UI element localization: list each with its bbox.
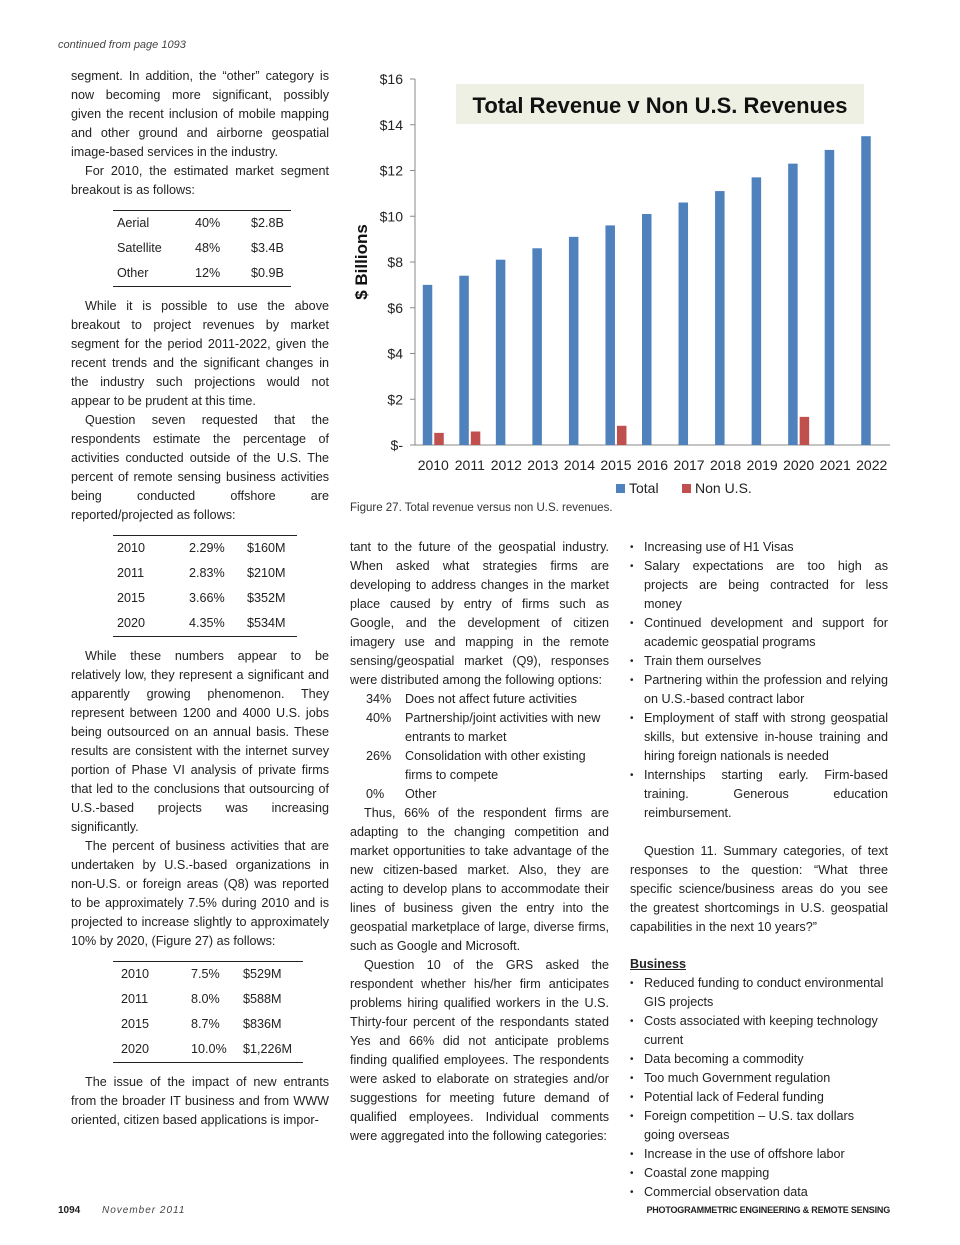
- chart-bars: [423, 136, 871, 445]
- paragraph: While it is possible to use the above breakout to project revenues by market segment for the period 2011-2022, given the recent trends and the significant changes in the industry such projections would not appear to be prudent at this time.: [71, 299, 329, 408]
- legend-label-total: Total: [629, 480, 659, 496]
- table-row: 2011 8.0% $588M: [121, 992, 282, 1006]
- chart-title: Total Revenue v Non U.S. Revenues: [472, 93, 848, 118]
- offshore-activities-table: [113, 535, 297, 637]
- column-middle: [350, 538, 609, 1146]
- x-tick-label: 2014: [563, 457, 596, 473]
- bar-total-2016: [642, 214, 652, 445]
- business-list: [630, 974, 888, 1202]
- paragraph: Question seven requested that the respondents estimate the percentage of activities conducted outside of the U.S. The percent of remote sensing business activities being conducted offshore are reported/projected as follows:: [71, 413, 329, 522]
- bar-nonus-2010: [434, 433, 444, 445]
- bar-nonus-2020: [800, 417, 810, 445]
- x-tick-label: 2019: [746, 457, 778, 473]
- list-item: • Foreign competition – U.S. tax dollars going overseas: [630, 1107, 888, 1145]
- list-item: • Continued development and support for academic geospatial programs: [630, 614, 888, 652]
- y-axis-label: $ Billions: [352, 224, 371, 300]
- table-row: 2020 4.35% $534M: [113, 611, 297, 637]
- y-tick-label: $14: [379, 116, 403, 133]
- legend-label-nonus: Non U.S.: [695, 480, 752, 496]
- list-item: • Commercial observation data: [630, 1183, 888, 1202]
- list-item: • Partnering within the profession and relying on U.S.-based contract labor: [630, 671, 888, 709]
- page-number: 1094: [58, 1205, 81, 1216]
- bar-total-2022: [861, 136, 871, 445]
- x-tick-label: 2022: [856, 457, 888, 473]
- list-item: • Employment of staff with strong geospatial skills, but extensive in-house training and hiring foreign nationals is needed: [630, 709, 888, 766]
- table-row: Aerial 40% $2.8B: [113, 211, 291, 237]
- column-right: [630, 538, 888, 1202]
- x-tick-label: 2013: [527, 457, 559, 473]
- bar-total-2011: [459, 276, 469, 445]
- paragraph: Question 11. Summary categories, of text responses to the question: “What three specific science/business areas do you see the greatest shortcomings in U.S. geospatial capabilities in the next 10 years?”: [630, 844, 888, 934]
- figure-caption: Figure 27. Total revenue versus non U.S. revenues.: [350, 502, 613, 514]
- journal-name: PHOTOGRAMMETRIC ENGINEERING & REMOTE SENSING: [646, 1205, 890, 1215]
- revenue-bar-chart: [348, 65, 908, 510]
- y-tick-label: $2: [387, 391, 403, 408]
- table-row: Satellite 48% $3.4B: [117, 241, 284, 255]
- bar-total-2021: [825, 150, 835, 445]
- y-tick-label: $10: [379, 208, 403, 225]
- bar-total-2019: [752, 177, 762, 445]
- column-left: [71, 67, 329, 1130]
- list-item: • Coastal zone mapping: [630, 1164, 888, 1183]
- bar-total-2017: [679, 203, 689, 445]
- table-row: 2015 8.7% $836M: [121, 1017, 282, 1031]
- continued-note: continued from page 1093: [58, 39, 186, 51]
- y-tick-label: $-: [390, 437, 403, 453]
- x-tick-label: 2020: [783, 457, 815, 473]
- strategies-list: [630, 538, 888, 823]
- paragraph: segment. In addition, the “other” category is now becoming more significant, possibly given the recent inclusion of mobile mapping and other ground and airborne geospatial image-based services in the industry.: [71, 69, 329, 159]
- x-tick-label: 2017: [673, 457, 705, 473]
- paragraph: The percent of business activities that are undertaken by U.S.-based organizations in non-U.S. or foreign areas (Q8) was reported to be approximately 7.5% during 2010 and is projected to increase slightly to approximately 10% by 2020, (Figure 27) as follows:: [71, 839, 329, 948]
- paragraph: The issue of the impact of new entrants from the broader IT business and from WWW oriented, citizen based applications is impor-: [71, 1075, 329, 1127]
- x-tick-label: 2015: [600, 457, 632, 473]
- list-item: 34% Does not affect future activities: [366, 692, 577, 706]
- bar-total-2014: [569, 237, 579, 445]
- list-item: • Potential lack of Federal funding: [630, 1088, 888, 1107]
- y-tick-label: $6: [387, 299, 403, 316]
- list-item: • Data becoming a commodity: [630, 1050, 888, 1069]
- list-item: 0% Other: [366, 787, 437, 801]
- y-tick-label: $4: [387, 345, 403, 362]
- bar-total-2015: [605, 225, 615, 445]
- x-tick-label: 2012: [490, 457, 522, 473]
- y-tick-label: $16: [379, 71, 403, 87]
- x-tick-label: 2011: [454, 457, 485, 473]
- x-tick-label: 2016: [636, 457, 669, 473]
- table-row: 2015 3.66% $352M: [117, 591, 286, 605]
- x-tick-label: 2010: [417, 457, 449, 473]
- foreign-activities-table: [113, 961, 303, 1063]
- options-list: [350, 690, 609, 804]
- table-row: 2010 2.29% $160M: [113, 536, 297, 562]
- bar-total-2018: [715, 191, 725, 445]
- list-item: • Increase in the use of offshore labor: [630, 1145, 888, 1164]
- paragraph: Question 10 of the GRS asked the respondent whether his/her firm anticipates problems hiring qualified workers in the U.S. Thirty-four percent of the respondants stated Yes and 66% did not anticipate problems finding qualified employees. The respondents were asked to elaborate on strategies and/or suggestions for meeting future demand of qualified employees. Individual comments were aggregated into the following categories:: [350, 958, 609, 1143]
- table-row: Other 12% $0.9B: [113, 261, 291, 287]
- y-tick-label: $12: [379, 162, 403, 179]
- bar-total-2013: [532, 248, 542, 445]
- table-row: 2020 10.0% $1,226M: [113, 1037, 303, 1063]
- paragraph: Thus, 66% of the respondent firms are adapting to the changing competition and market opportunities to take advantage of the new citizen-based market. Also, they are acting to develop plans to accommodate their lines of business given the entry into the geospatial marketplace of large, diverse firms, such as Google and Microsoft.: [350, 806, 609, 953]
- table-row: 2011 2.83% $210M: [117, 566, 286, 580]
- bar-total-2012: [496, 260, 506, 445]
- bar-nonus-2011: [471, 432, 481, 445]
- list-item: • Internships starting early. Firm-based training. Generous education reimbursement.: [630, 766, 888, 823]
- y-tick-label: $8: [387, 254, 403, 270]
- paragraph: While these numbers appear to be relatively low, they represent a significant and apparently growing phenomenon. They represent between 1200 and 4000 U.S. jobs being outsourced on an annual basis. These results are consistent with the internet survey portion of Phase VI analysis of private firms that led to the conclusions that outsourcing of U.S.-based projects was increasing significantly.: [71, 649, 329, 834]
- list-item: • Too much Government regulation: [630, 1069, 888, 1088]
- paragraph: tant to the future of the geospatial industry. When asked what strategies firms are developing to address changes in the market place caused by entry of firms such as Google, and the development of citizen imagery use and mapping in the remote sensing/geospatial market (Q9), responses were distributed among the following options:: [350, 540, 609, 687]
- legend-swatch-nonus: [682, 484, 691, 493]
- section-heading: Business: [630, 957, 686, 971]
- list-item: • Reduced funding to conduct environmental GIS projects: [630, 974, 888, 1012]
- x-tick-label: 2021: [819, 457, 851, 473]
- legend-swatch-total: [616, 484, 625, 493]
- issue-date: November 2011: [102, 1205, 186, 1216]
- list-item: • Salary expectations are too high as projects are being contracted for less money: [630, 557, 888, 614]
- bar-total-2010: [423, 285, 433, 445]
- x-tick-label: 2018: [709, 457, 742, 473]
- list-item: • Costs associated with keeping technology current: [630, 1012, 888, 1050]
- bar-total-2020: [788, 164, 798, 445]
- bar-nonus-2015: [617, 426, 627, 445]
- market-segment-table: [113, 210, 291, 287]
- list-item: 26% Consolidation with other existing firms to compete: [366, 749, 586, 782]
- table-row: 2010 7.5% $529M: [113, 962, 303, 988]
- list-item: 40% Partnership/joint activities with new entrants to market: [366, 711, 601, 744]
- paragraph: For 2010, the estimated market segment breakout is as follows:: [71, 164, 329, 197]
- list-item: • Train them ourselves: [630, 652, 888, 671]
- list-item: • Increasing use of H1 Visas: [630, 538, 888, 557]
